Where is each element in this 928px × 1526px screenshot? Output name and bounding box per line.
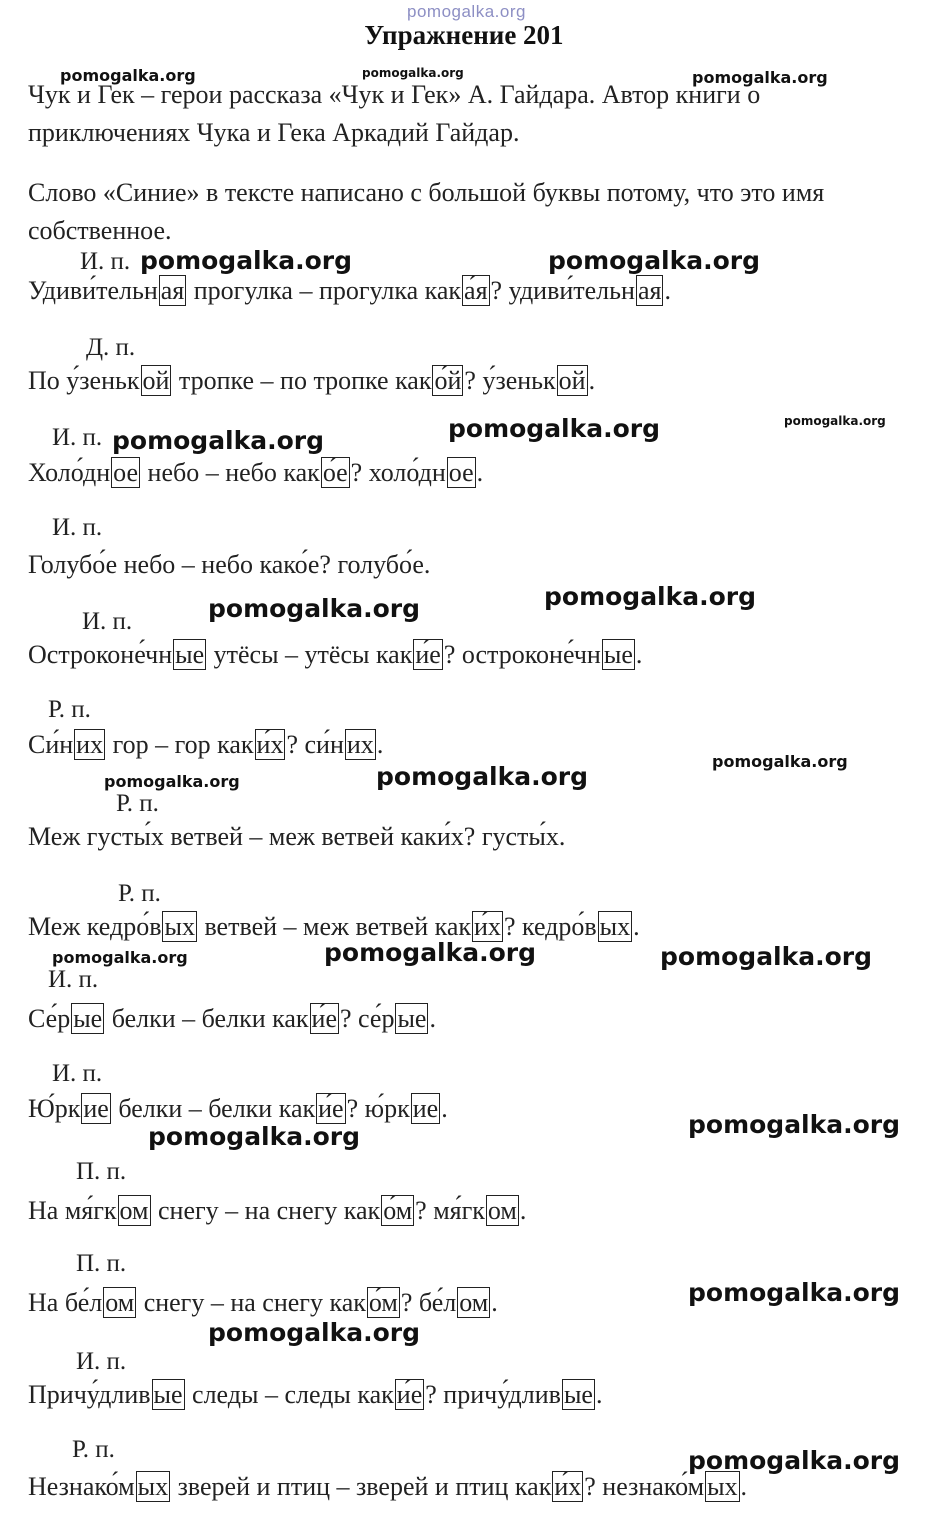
watermark: pomogalka.org <box>784 414 886 428</box>
text-segment: По у́зеньк <box>28 366 140 395</box>
watermark: pomogalka.org <box>660 942 873 971</box>
watermark: pomogalka.org <box>324 938 537 967</box>
text-segment: белки – белки как <box>111 1094 316 1123</box>
text-segment: Меж густы́х ветвей – меж ветвей каки́х? густы́х. <box>28 822 566 851</box>
watermark: pomogalka.org <box>52 948 188 967</box>
page-title: Упражнение 201 <box>364 20 564 50</box>
case-label: И. п. <box>48 966 99 993</box>
ending-box: ом <box>119 1196 149 1225</box>
watermark: pomogalka.org <box>112 426 325 455</box>
example-line <box>28 276 671 306</box>
text-segment: . <box>429 1004 436 1033</box>
example-line <box>28 550 430 580</box>
text-segment: . <box>491 1288 498 1317</box>
text-segment: ? бе́л <box>400 1288 457 1317</box>
ending-box: о́м <box>383 1196 413 1225</box>
case-label: Р. п. <box>116 790 159 817</box>
ending-box: ых <box>137 1472 169 1501</box>
text-segment: гор – гор как <box>106 730 254 759</box>
text-segment: . <box>476 458 484 487</box>
ending-box: ых <box>707 1472 738 1501</box>
text-segment: . <box>441 1094 448 1123</box>
case-label: И. п. <box>80 248 131 275</box>
text-segment: Голубо́е небо – небо како́е? голубо́е. <box>28 550 431 579</box>
top-watermark: pomogalka.org <box>407 2 526 21</box>
case-label: И. п. <box>52 1060 103 1087</box>
example-line <box>28 730 383 760</box>
watermark: pomogalka.org <box>148 1122 361 1151</box>
watermark: pomogalka.org <box>548 246 761 275</box>
text-segment: ? незнако́м <box>584 1472 705 1501</box>
ending-box: и́е <box>396 1380 423 1409</box>
ending-box: их <box>76 730 104 759</box>
ending-box: ие <box>412 1094 439 1123</box>
ending-box: ые <box>153 1380 183 1409</box>
text-segment: Се́р <box>28 1004 71 1033</box>
watermark: pomogalka.org <box>208 594 421 623</box>
text-segment: . <box>664 276 671 305</box>
text-segment: ветвей – меж ветвей как <box>197 912 472 941</box>
watermark: pomogalka.org <box>376 762 589 791</box>
text-segment: ? остроконе́чн <box>443 640 601 669</box>
example-line <box>28 1288 498 1318</box>
text-segment: ? се́р <box>340 1004 395 1033</box>
intro-paragraph-2: Слово «Синие» в тексте написано с большой буквы потому, что это имя собственное. <box>28 178 825 245</box>
watermark: pomogalka.org <box>688 1278 901 1307</box>
watermark: pomogalka.org <box>688 1110 901 1139</box>
ending-box: ой <box>558 366 586 395</box>
ending-box: ом <box>105 1288 135 1317</box>
case-label: П. п. <box>76 1250 127 1277</box>
watermark: pomogalka.org <box>544 582 757 611</box>
example-line <box>28 458 483 488</box>
watermark: pomogalka.org <box>60 66 196 85</box>
text-segment: . <box>519 1196 527 1225</box>
text-segment: . <box>633 912 640 941</box>
case-label: Р. п. <box>72 1436 115 1463</box>
ending-box: о́е <box>322 458 348 487</box>
text-segment: тропке – по тропке как <box>172 366 432 395</box>
ending-box: ое <box>113 458 139 487</box>
text-segment: ? си́н <box>286 730 344 759</box>
text-segment: Ю́рк <box>28 1094 81 1123</box>
watermark: pomogalka.org <box>448 414 661 443</box>
text-segment: белки – белки как <box>105 1004 309 1033</box>
ending-box: и́х <box>256 730 284 759</box>
example-line <box>28 1472 747 1502</box>
example-line <box>28 822 565 852</box>
case-label: И. п. <box>52 514 103 541</box>
ending-box: ое <box>448 458 474 487</box>
ending-box: ые <box>563 1380 593 1409</box>
ending-box: ая <box>637 276 662 305</box>
watermark: pomogalka.org <box>208 1318 421 1347</box>
text-segment: снегу – на снегу как <box>151 1196 381 1225</box>
text-segment: На мя́гк <box>28 1196 117 1225</box>
text-segment: . <box>635 640 643 669</box>
ending-box: ые <box>397 1004 427 1033</box>
text-segment: зверей и птиц – зверей и птиц как <box>171 1472 552 1501</box>
text-segment: ? холо́дн <box>350 458 446 487</box>
example-line <box>28 1196 526 1226</box>
ending-box: о́м <box>368 1288 398 1317</box>
text-segment: ? кедро́в <box>503 912 597 941</box>
watermark: pomogalka.org <box>688 1446 901 1475</box>
watermark: pomogalka.org <box>362 66 464 80</box>
example-line <box>28 640 642 670</box>
text-segment: . <box>588 366 596 395</box>
ending-box: о́й <box>434 366 462 395</box>
example-line <box>28 366 595 396</box>
intro-paragraph-1: Чук и Гек – герои рассказа «Чук и Гек» А. Гайдара. Автор книги о приключениях Чука и Гека Аркадий Гайдар. <box>28 80 761 147</box>
ending-box: и́х <box>554 1472 582 1501</box>
case-label: И. п. <box>52 424 103 451</box>
ending-box: ой <box>142 366 170 395</box>
example-line <box>28 1004 436 1034</box>
text-segment: снегу – на снегу как <box>137 1288 366 1317</box>
text-segment: Меж кедро́в <box>28 912 162 941</box>
watermark: pomogalka.org <box>104 772 240 791</box>
ending-box: и́е <box>311 1004 337 1033</box>
text-segment: Удиви́тельн <box>28 276 158 305</box>
text-segment: ? у́зеньк <box>464 366 556 395</box>
text-segment: ? причу́длив <box>425 1380 561 1409</box>
text-segment: . <box>376 730 384 759</box>
text-segment: небо – небо как <box>141 458 320 487</box>
ending-box: ых <box>599 912 631 941</box>
ending-box: ом <box>459 1288 489 1317</box>
ending-box: и́е <box>318 1094 344 1123</box>
ending-box: ые <box>175 640 205 669</box>
text-segment: . <box>595 1380 603 1409</box>
text-segment: Остроконе́чн <box>28 640 173 669</box>
case-label: П. п. <box>76 1158 127 1185</box>
ending-box: ая <box>160 276 185 305</box>
text-segment: прогулка – прогулка как <box>187 276 462 305</box>
text-segment: Причу́длив <box>28 1380 151 1409</box>
example-line <box>28 1380 602 1410</box>
text-segment: ? мя́гк <box>415 1196 485 1225</box>
text-segment: . <box>740 1472 748 1501</box>
ending-box: и́х <box>474 912 501 941</box>
text-segment: На бе́л <box>28 1288 103 1317</box>
text-segment: ? ю́рк <box>346 1094 410 1123</box>
ending-box: и́е <box>415 640 441 669</box>
text-segment: Холо́дн <box>28 458 111 487</box>
text-segment: Незнако́м <box>28 1472 135 1501</box>
ending-box: ые <box>73 1004 103 1033</box>
case-label: Р. п. <box>118 880 161 907</box>
example-line <box>28 1094 448 1124</box>
text-segment: ? удиви́тельн <box>490 276 635 305</box>
watermark: pomogalka.org <box>712 752 848 771</box>
text-segment: следы – следы как <box>185 1380 394 1409</box>
watermark: pomogalka.org <box>140 246 353 275</box>
watermark: pomogalka.org <box>692 68 828 87</box>
text-segment: Си́н <box>28 730 74 759</box>
case-label: И. п. <box>76 1348 127 1375</box>
ending-box: их <box>346 730 374 759</box>
case-label: И. п. <box>82 608 133 635</box>
text-segment: утёсы – утёсы как <box>207 640 413 669</box>
ending-box: ые <box>603 640 633 669</box>
ending-box: ых <box>164 912 195 941</box>
ending-box: ие <box>83 1094 109 1123</box>
case-label: Д. п. <box>86 334 136 361</box>
case-label: Р. п. <box>48 696 91 723</box>
ending-box: а́я <box>464 276 488 305</box>
ending-box: ом <box>487 1196 517 1225</box>
